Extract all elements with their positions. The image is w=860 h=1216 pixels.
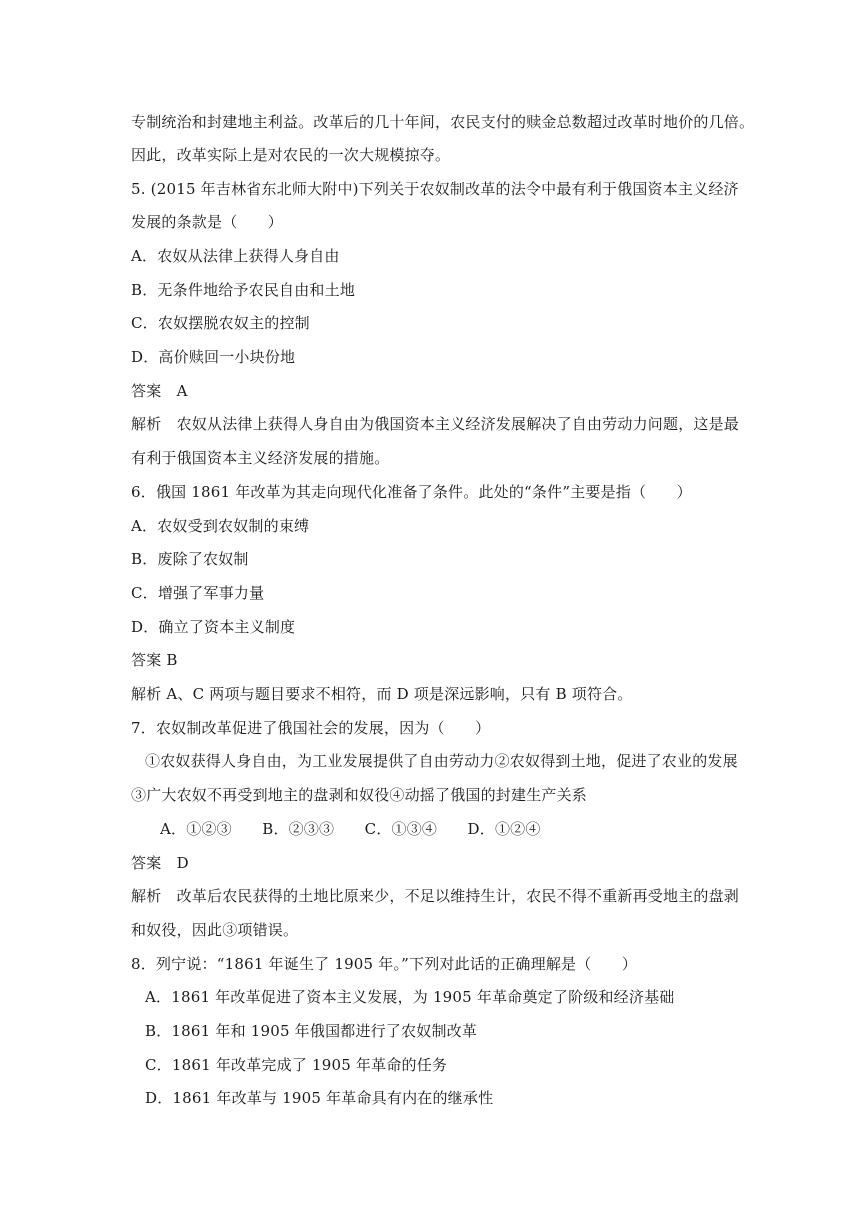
question-5-option-c: C．农奴摆脱农奴主的控制 (131, 314, 310, 332)
question-7-analysis: 解析 改革后农民获得的土地比原来少，不足以维持生计，农民不得不重新再受地主的盘剥 (131, 887, 740, 905)
question-6-stem: 6．俄国 1861 年改革为其走向现代化准备了条件。此处的“条件”主要是指（ ） (131, 483, 692, 501)
question-8-option-d: D．1861 年改革与 1905 年革命具有内在的继承性 (145, 1089, 494, 1107)
question-5-answer: 答案 A (131, 382, 188, 400)
question-8-option-a: A．1861 年改革促进了资本主义发展，为 1905 年革命奠定了阶级和经济基础 (145, 988, 675, 1006)
question-7-options: A．①②③ B．②③③ C．①③④ D．①②④ (160, 820, 541, 838)
question-5-analysis: 解析 农奴从法律上获得人身自由为俄国资本主义经济发展解决了自由劳动力问题，这是最 (131, 415, 740, 433)
question-5-stem: 发展的条款是（ ） (131, 213, 284, 231)
question-6-option-b: B．废除了农奴制 (131, 550, 249, 568)
question-7-stem: 7．农奴制改革促进了俄国社会的发展，因为（ ） (131, 719, 491, 737)
question-6-answer: 答案 B (131, 651, 178, 669)
question-7-answer: 答案 D (131, 854, 189, 872)
question-7-statements: ①农奴获得人身自由，为工业发展提供了自由劳动力②农奴得到土地，促进了农业的发展 (145, 752, 738, 770)
question-6-analysis: 解析 A、C 两项与题目要求不相符，而 D 项是深远影响，只有 B 项符合。 (131, 685, 633, 703)
question-7-analysis: 和奴役，因此③项错误。 (131, 921, 299, 939)
text-line: 专制统治和封建地主利益。改革后的几十年间，农民支付的赎金总数超过改革时地价的几倍。 (131, 113, 755, 131)
question-5-option-a: A．农奴从法律上获得人身自由 (131, 247, 340, 265)
question-6-option-c: C．增强了军事力量 (131, 584, 265, 602)
question-5-option-b: B．无条件地给予农民自由和土地 (131, 281, 356, 299)
question-6-option-d: D．确立了资本主义制度 (131, 618, 296, 636)
question-8-stem: 8．列宁说：“1861 年诞生了 1905 年。”下列对此话的正确理解是（ ） (131, 955, 638, 973)
question-8-option-c: C．1861 年改革完成了 1905 年革命的任务 (145, 1056, 448, 1074)
question-7-statements: ③广大农奴不再受到地主的盘剥和奴役④动摇了俄国的封建生产关系 (131, 786, 588, 804)
text-line: 因此，改革实际上是对农民的一次大规模掠夺。 (131, 146, 451, 164)
question-6-option-a: A．农奴受到农奴制的束缚 (131, 517, 310, 535)
question-5-option-d: D．高价赎回一小块份地 (131, 348, 296, 366)
question-5-analysis: 有利于俄国资本主义经济发展的措施。 (131, 449, 390, 467)
question-8-option-b: B．1861 年和 1905 年俄国都进行了农奴制改革 (145, 1022, 478, 1040)
question-5-stem: 5. (2015 年吉林省东北师大附中)下列关于农奴制改革的法令中最有利于俄国资本主义经济 (131, 180, 739, 198)
